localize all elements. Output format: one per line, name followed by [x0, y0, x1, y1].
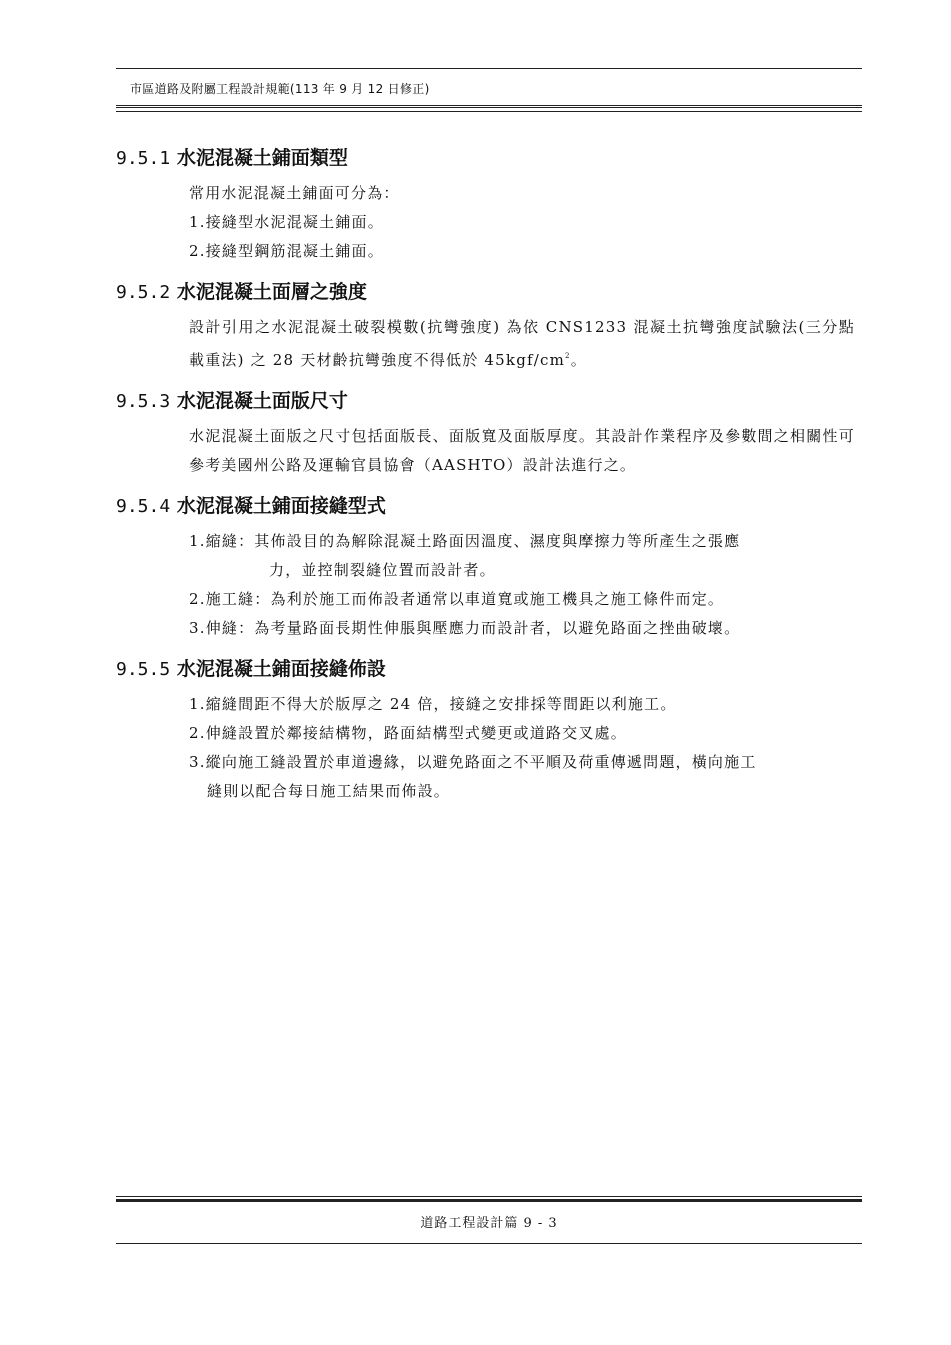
section-9-5-4 [116, 490, 862, 643]
list-item: 1.縮縫間距不得大於版厚之 24 倍，接縫之安排採等間距以利施工。 [189, 695, 677, 713]
list-item: 3.伸縫：為考量路面長期性伸脹與壓應力而設計者，以避免路面之挫曲破壞。 [189, 619, 741, 637]
list-item: 3.縱向施工縫設置於車道邊緣，以避免路面之不平順及荷重傳遞問題，橫向施工 縫則以配合每日施工結果而佈設。 [189, 753, 757, 800]
section-heading: 9.5.5 水泥混凝土鋪面接縫佈設 [116, 658, 386, 680]
list-item: 2.接縫型鋼筋混凝土鋪面。 [189, 242, 384, 260]
section-9-5-2 [116, 276, 862, 375]
page-footer [116, 1196, 862, 1244]
section-9-5-3 [116, 385, 862, 480]
list-item: 1.縮縫：其佈設目的為解除混凝土路面因溫度、濕度與摩擦力等所產生之張應 力，並控制裂縫位置而設計者。 [189, 532, 741, 579]
header-title: 市區道路及附屬工程設計規範(113 年 9 月 12 日修正) [130, 82, 430, 96]
footer-bottom-rule [116, 1243, 862, 1244]
section-heading: 9.5.3 水泥混凝土面版尺寸 [116, 390, 348, 412]
page-number: 道路工程設計篇 9 - 3 [420, 1216, 558, 1231]
section-heading: 9.5.2 水泥混凝土面層之強度 [116, 281, 367, 303]
header-rule [116, 105, 862, 112]
paragraph: 設計引用之水泥混凝土破裂模數(抗彎強度) 為依 CNS1233 混凝土抗彎強度試驗法(三分點載重法) 之 28 天材齡抗彎強度不得低於 $45kgf/cm^2$。 [189, 318, 855, 369]
paragraph-line: 常用水泥混凝土鋪面可分為： [189, 184, 400, 202]
list-item: 1.接縫型水泥混凝土鋪面。 [189, 213, 384, 231]
section-heading: 9.5.1 水泥混凝土鋪面類型 [116, 147, 348, 169]
section-heading: 9.5.4 水泥混凝土鋪面接縫型式 [116, 495, 386, 517]
section-9-5-5 [116, 653, 862, 806]
section-9-5-1 [116, 142, 862, 266]
paragraph: 水泥混凝土面版之尺寸包括面版長、面版寬及面版厚度。其設計作業程序及參數間之相關性可參考美國州公路及運輸官員協會（AASHTO）設計法進行之。 [189, 427, 855, 474]
list-item: 2.施工縫：為利於施工而佈設者通常以車道寬或施工機具之施工條件而定。 [189, 590, 725, 608]
page-header [116, 68, 862, 109]
footer-rule [116, 1196, 862, 1202]
list-item: 2.伸縫設置於鄰接結構物，路面結構型式變更或道路交叉處。 [189, 724, 627, 742]
document-body [116, 142, 862, 816]
